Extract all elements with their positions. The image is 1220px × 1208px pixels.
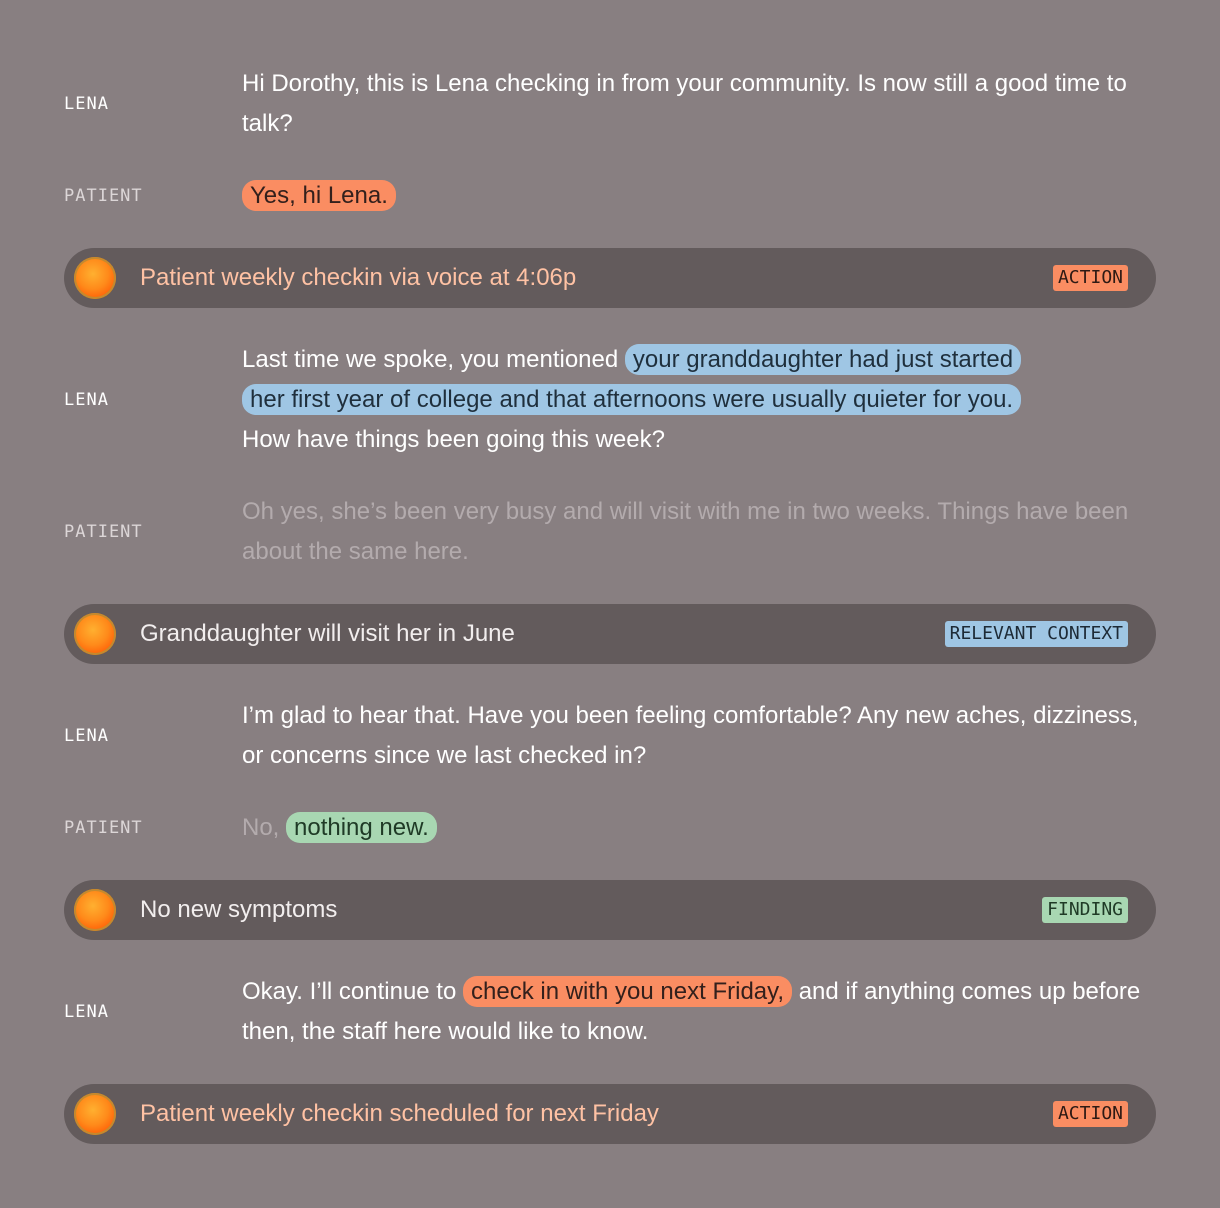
message-text xyxy=(242,808,1162,848)
speaker-label: PATIENT xyxy=(64,522,143,542)
event-pill-scheduled[interactable] xyxy=(64,1084,1156,1144)
message-text xyxy=(242,972,1172,1052)
action-highlight[interactable]: Yes, hi Lena. xyxy=(242,180,396,211)
message-text xyxy=(242,340,1162,460)
message-text: I’m glad to hear that. Have you been feeling comfortable? Any new aches, dizziness, or concerns since we last checked in? xyxy=(242,702,1139,769)
message-text: Oh yes, she’s been very busy and will visit with me in two weeks. Things have been about the same here. xyxy=(242,498,1129,565)
action-tag: ACTION xyxy=(1053,1101,1128,1127)
event-pill-finding[interactable] xyxy=(64,880,1156,940)
event-label: No new symptoms xyxy=(140,896,338,923)
event-label: Patient weekly checkin scheduled for next Friday xyxy=(140,1100,659,1127)
speaker-label: LENA xyxy=(64,1002,109,1022)
sun-orb-icon xyxy=(74,257,116,299)
event-label: Patient weekly checkin via voice at 4:06p xyxy=(140,264,577,291)
event-pill-context[interactable] xyxy=(64,604,1156,664)
sun-orb-icon xyxy=(74,613,116,655)
message-text-before: Okay. I’ll continue to xyxy=(242,978,463,1005)
action-tag: ACTION xyxy=(1053,265,1128,291)
context-highlight[interactable]: her first year of college and that afternoons were usually quieter for you. xyxy=(242,384,1021,415)
speaker-label: PATIENT xyxy=(64,186,143,206)
event-pill-checkin[interactable] xyxy=(64,248,1156,308)
speaker-label: LENA xyxy=(64,94,109,114)
sun-orb-icon xyxy=(74,1093,116,1135)
message-text-after: and if anything comes up before then, the staff here would like to know. xyxy=(242,978,1141,1045)
message-text-before: No, xyxy=(242,814,287,841)
context-highlight[interactable]: your granddaughter had just started xyxy=(625,344,1021,375)
finding-highlight[interactable]: nothing new. xyxy=(286,812,437,843)
event-label: Granddaughter will visit her in June xyxy=(140,620,515,647)
speaker-label: PATIENT xyxy=(64,818,143,838)
action-highlight[interactable]: check in with you next Friday, xyxy=(463,976,792,1007)
sun-orb-icon xyxy=(74,889,116,931)
finding-tag: FINDING xyxy=(1042,897,1128,923)
message-text: Hi Dorothy, this is Lena checking in from your community. Is now still a good time to talk? xyxy=(242,70,1127,137)
message-text-before: Last time we spoke, you mentioned xyxy=(242,346,625,373)
speaker-label: LENA xyxy=(64,390,109,410)
message-text xyxy=(242,176,1162,216)
relevant-context-tag: RELEVANT CONTEXT xyxy=(945,621,1128,647)
message-text-after: How have things been going this week? xyxy=(242,426,665,453)
speaker-label: LENA xyxy=(64,726,109,746)
